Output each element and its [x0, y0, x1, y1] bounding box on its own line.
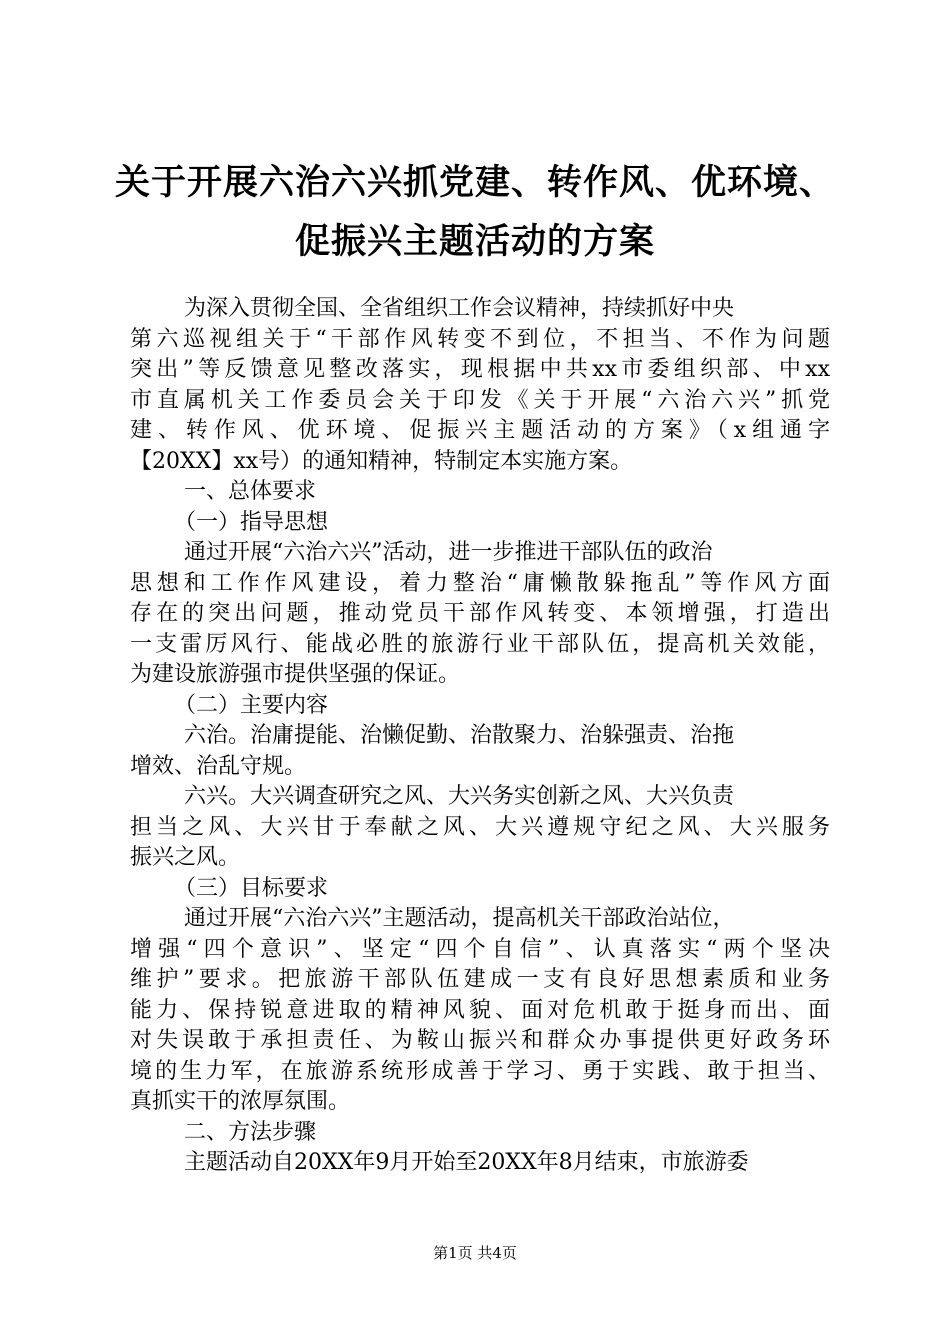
paragraph-line: 能力、保持锐意进取的精神风貌、面对危机敢于挺身而出、面 [130, 997, 830, 1023]
paragraph-line: 境的生力军，在旅游系统形成善于学习、勇于实践、敢于担当、 [130, 1058, 830, 1084]
paragraph-line: 维护”要求。把旅游干部队伍建成一支有良好思想素质和业务 [130, 967, 830, 992]
paragraph-line: 建、转作风、优环境、促振兴主题活动的方案》（x组通字 [130, 418, 830, 443]
paragraph-line: 一支雷厉风行、能战必胜的旅游行业干部队伍，提高机关效能， [130, 631, 830, 657]
paragraph-line: 六治。治庸提能、治懒促勤、治散聚力、治躲强责、治拖 [184, 723, 735, 748]
paragraph-line: 突出”等反馈意见整改落实，现根据中共xx市委组织部、中xx [130, 357, 830, 382]
paragraph-line: 六兴。大兴调查研究之风、大兴务实创新之风、大兴负责 [184, 784, 735, 809]
paragraph-line: 增强“四个意识”、坚定“四个自信”、认真落实“两个坚决 [130, 936, 830, 962]
paragraph-line: 通过开展“六治六兴”主题活动，提高机关干部政治站位， [184, 906, 735, 931]
paragraph-line: 【20XX】xx号）的通知精神，特制定本实施方案。 [130, 448, 633, 474]
paragraph-line: 存在的突出问题，推动党员干部作风转变、本领增强，打造出 [130, 601, 830, 626]
document-title-line-2: 促振兴主题活动的方案 [294, 222, 655, 262]
paragraph-line: 振兴之风。 [130, 845, 241, 870]
section-heading: 一、总体要求 [184, 479, 317, 504]
subsection-heading: （一）指导思想 [174, 509, 329, 535]
paragraph-line: 第六巡视组关于“干部作风转变不到位，不担当、不作为问题 [130, 326, 830, 352]
paragraph-line: 通过开展“六治六兴”活动，进一步推进干部队伍的政治 [184, 540, 713, 565]
paragraph-line: 市直属机关工作委员会关于印发《关于开展“六治六兴”抓党 [130, 387, 830, 413]
section-heading: 二、方法步骤 [184, 1119, 317, 1145]
paragraph-line: 真抓实干的浓厚氛围。 [130, 1089, 351, 1114]
document-body [130, 294, 830, 1179]
paragraph-line: 为建设旅游强市提供坚强的保证。 [130, 662, 461, 687]
document-title-line-1: 关于开展六治六兴抓党建、转作风、优环境、 [114, 163, 835, 203]
paragraph-line: 担当之风、大兴甘于奉献之风、大兴遵规守纪之风、大兴服务 [130, 814, 830, 840]
paragraph-line: 增效、治乱守规。 [130, 753, 307, 779]
paragraph-line: 思想和工作作风建设，着力整治“庸懒散躲拖乱”等作风方面 [130, 570, 830, 596]
paragraph-line: 对失误敢于承担责任、为鞍山振兴和群众办事提供更好政务环 [130, 1028, 830, 1053]
subsection-heading: （三）目标要求 [174, 875, 329, 901]
subsection-heading: （二）主要内容 [174, 692, 329, 718]
paragraph-line: 为深入贯彻全国、全省组织工作会议精神，持续抓好中央 [184, 296, 735, 321]
page-number-footer: 第1页 共4页 [433, 1244, 517, 1262]
paragraph-line: 主题活动自20XX年9月开始至20XX年8月结束，市旅游委 [184, 1150, 749, 1175]
